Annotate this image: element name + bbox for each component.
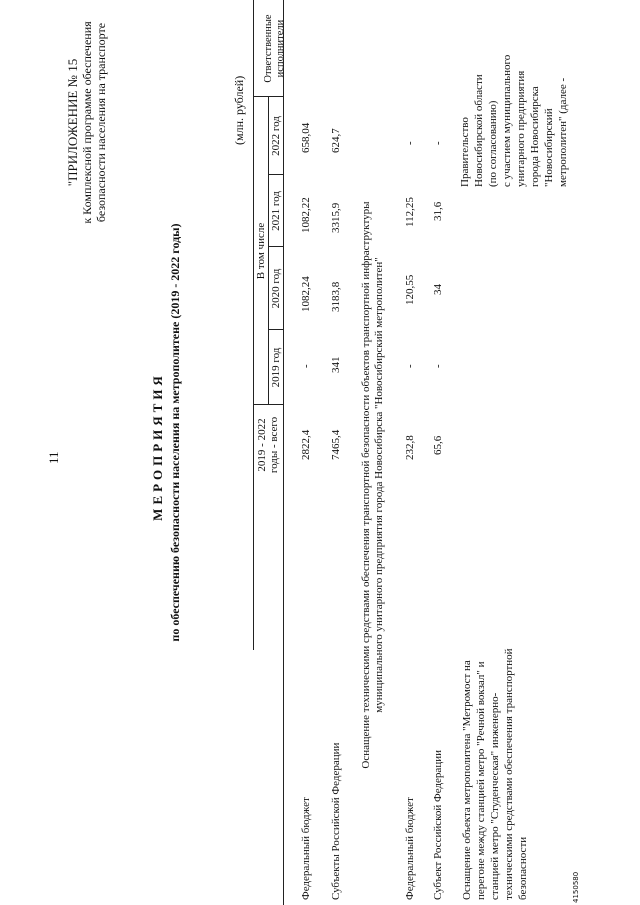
item-line: перегоне между станцией метро "Речной вокзал" и <box>475 661 487 900</box>
item-description <box>460 600 530 900</box>
row-2021: 31,6 <box>432 201 444 221</box>
section-heading-line-1: Оснащение техническими средствами обеспечения транспортной безопасности объектов транспортной инфраструктуры <box>360 201 372 769</box>
row-2021: 112,25 <box>404 197 416 227</box>
row-total: 232,8 <box>404 435 416 460</box>
item-responsible <box>458 0 570 187</box>
appendix-line-3: безопасности населения на транспорте <box>94 22 108 223</box>
row-2019: - <box>300 364 312 368</box>
row-label: Федеральный бюджет <box>300 797 312 900</box>
section-heading-line-2: муниципального унитарного предприятия города Новосибирска "Новосибирский метрополитен" <box>373 257 385 713</box>
header-responsible: Ответственные исполнители <box>263 14 286 83</box>
title-subtitle: по обеспечению безопасности населения на метрополитене (2019 - 2022 годы) <box>168 223 182 642</box>
responsible-line: города Новосибирска <box>529 86 541 187</box>
group-underline <box>268 97 269 405</box>
row-total: 2822,4 <box>300 429 312 460</box>
responsible-line: Правительство <box>459 117 471 187</box>
row-label: Субъект Российской Федерации <box>432 750 444 900</box>
header-group: В том числе <box>255 222 267 280</box>
responsible-line: Новосибирской области <box>473 74 485 187</box>
header-year-2019: 2019 год <box>270 347 282 388</box>
header-total <box>256 405 280 485</box>
responsible-line: метрополитен" (далее - <box>557 77 569 187</box>
page-number: 11 <box>46 451 61 464</box>
units-label: (млн. рублей) <box>232 75 246 145</box>
item-line: техническими средствами обеспечения транспортной <box>503 648 515 900</box>
header-year-2021: 2021 год <box>270 191 282 231</box>
table-header-bottom-rule <box>283 0 284 905</box>
header-year-2022: 2022 год <box>270 116 282 156</box>
appendix-line-2: к Комплексной программе обеспечения <box>80 21 94 224</box>
document-title <box>150 0 183 905</box>
row-total: 7465,4 <box>330 429 342 460</box>
item-line: Оснащение объекта метрополитена "Метромост на <box>461 660 473 900</box>
header-total-line-1: 2019 - 2022 <box>256 418 268 472</box>
responsible-line: "Новосибирский <box>543 108 555 187</box>
item-line: станцией метро "Студенческая" инженерно- <box>489 692 501 900</box>
row-2020: 34 <box>432 284 444 295</box>
row-2019: 341 <box>330 356 342 373</box>
row-2021: 1082,22 <box>300 197 312 233</box>
row-2020: 1082,24 <box>300 276 312 312</box>
row-2020: 120,55 <box>404 274 416 305</box>
row-2019: - <box>432 364 444 368</box>
row-label: Федеральный бюджет <box>404 797 416 900</box>
item-line: безопасности <box>517 836 529 900</box>
section-heading <box>360 185 386 785</box>
title-main: МЕРОПРИЯТИЯ <box>150 372 165 521</box>
responsible-line: с участием муниципального <box>501 54 513 187</box>
table-top-rule <box>253 0 254 650</box>
row-2022: 658,04 <box>300 122 312 153</box>
row-total: 65,6 <box>432 435 444 455</box>
row-2020: 3183,8 <box>330 281 342 312</box>
header-year-2020: 2020 год <box>270 268 282 309</box>
row-2022: - <box>404 141 416 145</box>
row-2021: 3315,9 <box>330 202 342 233</box>
row-2022: - <box>432 141 444 145</box>
appendix-header <box>66 0 108 245</box>
document-code: 4150580 <box>572 871 580 903</box>
row-2019: - <box>404 364 416 368</box>
appendix-line-1: "ПРИЛОЖЕНИЕ № 15 <box>65 58 80 187</box>
responsible-line: унитарного предприятия <box>515 70 527 187</box>
row-label: Субъекты Российской Федерации <box>330 742 342 900</box>
header-total-line-2: годы - всего <box>268 416 280 474</box>
row-2022: 624,7 <box>330 128 342 153</box>
responsible-line: (по согласованию) <box>487 100 499 187</box>
